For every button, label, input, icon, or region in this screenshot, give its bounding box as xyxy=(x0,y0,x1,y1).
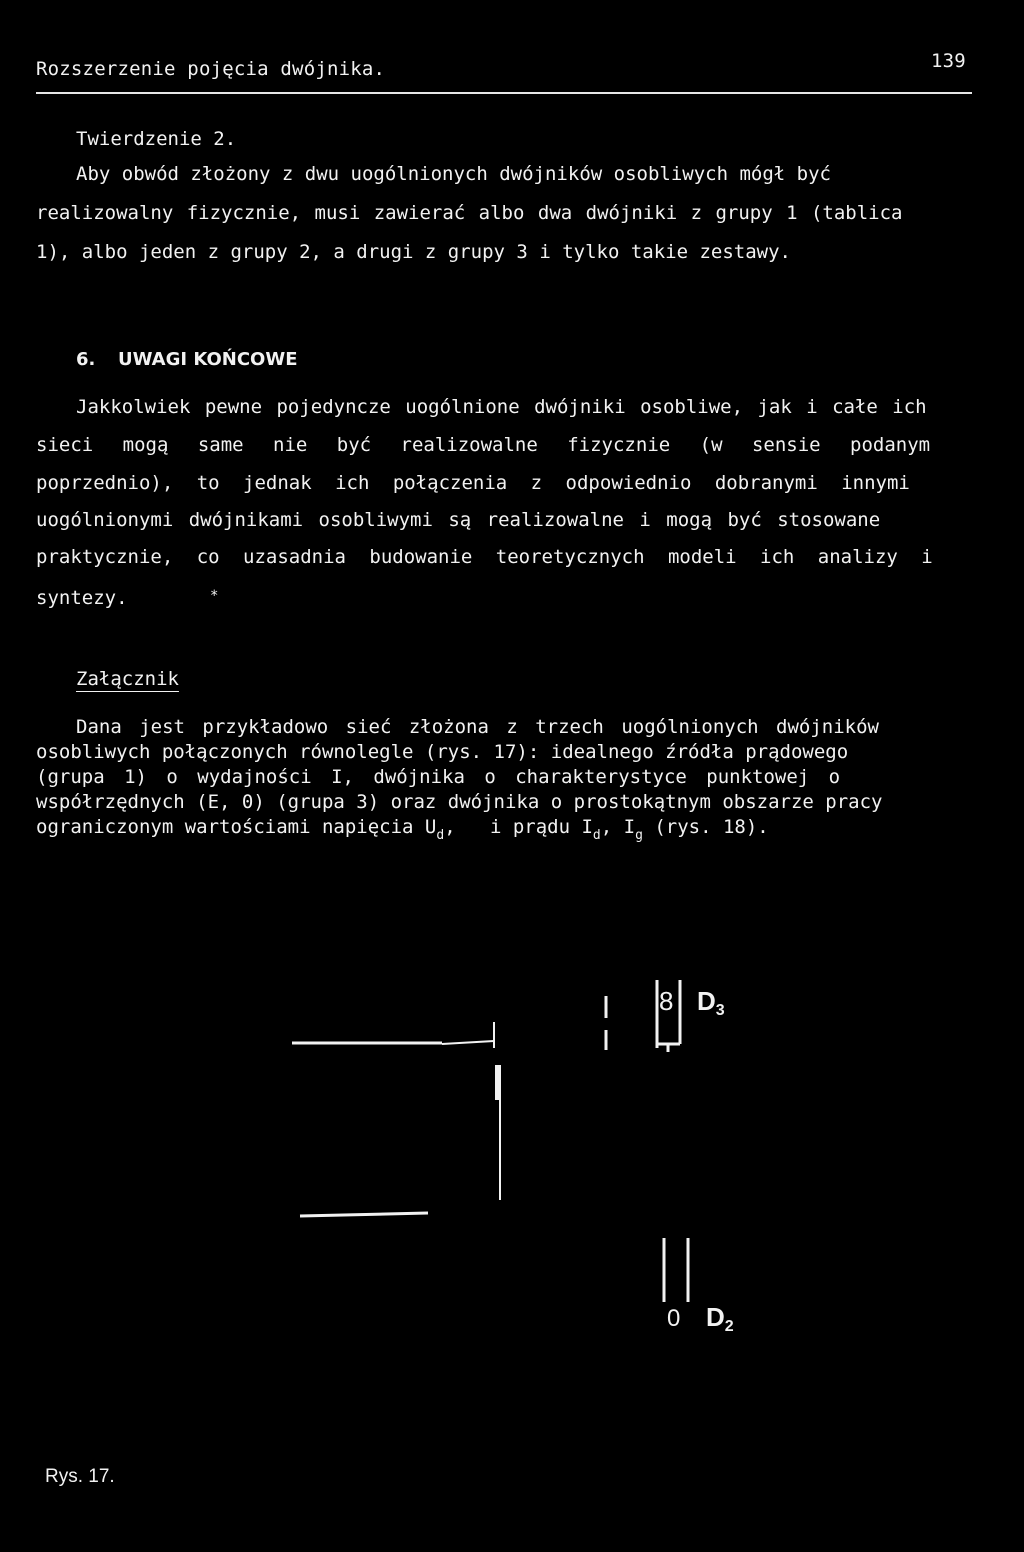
section-line-1: Jakkolwiek pewne pojedyncze uogólnione dwójniki osobliwe, jak i całe ich xyxy=(76,396,927,418)
section-line-2: sieci mogą same nie być realizowalne fizycznie (w sensie podanym xyxy=(36,434,931,456)
d3-label: $D_3$ xyxy=(697,986,725,1019)
section-line-5: praktycznie, co uzasadnia budowanie teoretycznych modeli ich analizy i xyxy=(36,546,933,568)
page-number: 139 xyxy=(931,50,966,72)
section-line-6: syntezy. xyxy=(36,587,128,609)
figure-caption: Rys. 17. xyxy=(45,1466,115,1487)
appendix-line-4: współrzędnych (E, 0) (grupa 3) oraz dwójnika o prostokątnym obszarze pracy xyxy=(36,791,883,813)
theorem-line-3: 1), albo jeden z grupy 2, a drugi z grupy 3 i tylko takie zestawy. xyxy=(36,241,791,263)
d2-label: $D_2$ xyxy=(706,1302,734,1335)
header-rule xyxy=(36,92,972,94)
theorem-line-1: Aby obwód złożony z dwu uogólnionych dwójników osobliwych mógł być xyxy=(76,163,831,185)
appendix-title: Załącznik xyxy=(76,668,179,690)
d3-symbol: 8 xyxy=(659,986,674,1016)
appendix-line-3: (grupa 1) o wydajności I, dwójnika o charakterystyce punktowej o xyxy=(36,766,841,788)
running-title: Rozszerzenie pojęcia dwójnika. xyxy=(36,58,386,80)
appendix-line-1: Dana jest przykładowo sieć złożona z trzech uogólnionych dwójników xyxy=(76,716,879,738)
section-line-4: uogólnionymi dwójnikami osobliwymi są realizowalne i mogą być stosowane xyxy=(36,509,881,531)
wire-bottom xyxy=(300,1213,428,1216)
section-number: 6. xyxy=(76,349,96,370)
circuit-figure xyxy=(0,940,1024,1500)
section-heading: UWAGI KOŃCOWE xyxy=(118,349,298,370)
appendix-line-5: ograniczonym wartościami napięcia $U_d$, i prądu $I_d$, $I_g$ (rys. 18). xyxy=(36,816,769,843)
wire-top-right xyxy=(442,1041,494,1044)
appendix-line-2: osobliwych połączonych równolegle (rys. 17): idealnego źródła prądowego xyxy=(36,741,849,763)
d2-symbol: 0 xyxy=(667,1305,681,1332)
theorem-line-2: realizowalny fizycznie, musi zawierać albo dwa dwójniki z grupy 1 (tablica xyxy=(36,202,903,224)
section-line-3: poprzednio), to jednak ich połączenia z odpowiednio dobranymi innymi xyxy=(36,472,910,494)
theorem-title: Twierdzenie 2. xyxy=(76,128,237,150)
asterisk-mark: * xyxy=(210,588,219,604)
